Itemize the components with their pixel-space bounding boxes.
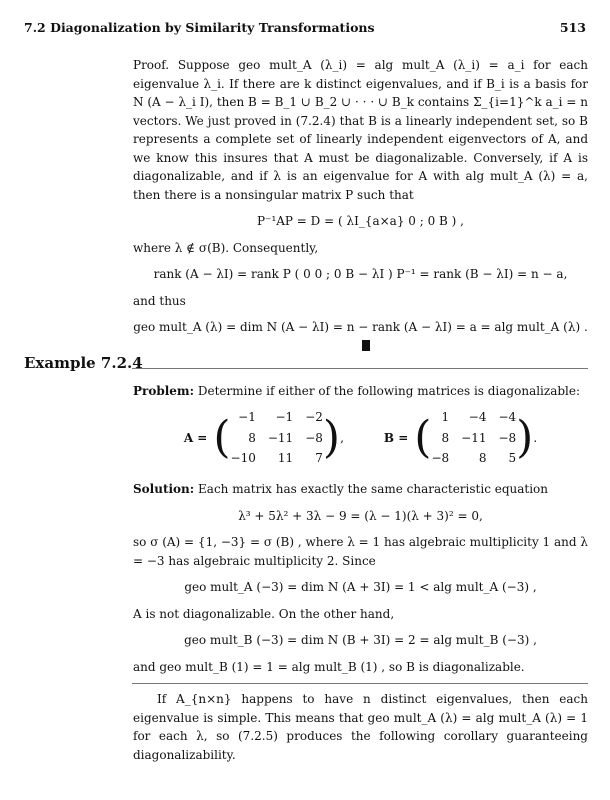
matrix-a-cell-0-0: −1 [238, 410, 256, 424]
proof-and-thus: and thus [133, 293, 186, 308]
running-header [24, 20, 586, 35]
equation-diagonal: P⁻¹AP = D = ( λI_{a×a} 0 ; 0 B ) , [257, 214, 464, 228]
matrix-a-cell-2-1: 11 [277, 451, 294, 465]
matrix-a-cell-0-2: −2 [305, 410, 323, 424]
matrix-b-cell-2-0: −8 [431, 451, 450, 465]
proof-block [133, 56, 588, 363]
closing-paragraph: If A_{n×n} happens to have n distinct eigenvalues, then each eigenvalue is simple. This means that geo mult_A (λ) = alg mult_A (λ) = 1 for each λ, so (7.2.5) produces the following corollary guaranteeing diagonalizability. [133, 692, 588, 762]
matrix-b: B = ( 1 −4 −4 8 −11 −8 −8 8 5 ) . [384, 408, 537, 468]
matrix-b-cell-1-0: 8 [441, 430, 450, 445]
matrix-a-cell-1-2: −8 [305, 430, 323, 445]
equation-geo-mult-a: geo mult_A (−3) = dim N (A + 3I) = 1 < alg mult_A (−3) , [184, 580, 537, 594]
matrix-a-cell-0-1: −1 [275, 410, 294, 424]
matrix-b-cell-2-1: 8 [478, 451, 487, 465]
example-solution [133, 480, 588, 676]
equation-characteristic: λ³ + 5λ² + 3λ − 9 = (λ − 1)(λ + 3)² = 0, [238, 508, 483, 523]
page-number: 513 [559, 20, 586, 35]
example-problem [133, 382, 588, 401]
example-divider [132, 368, 588, 369]
solution-sigma-line: so σ (A) = {1, −3} = σ (B) , where λ = 1 has algebraic multiplicity 1 and λ = −3 has algebraic multiplicity 2. Since [133, 535, 588, 568]
example-end-divider [132, 683, 588, 684]
section-title: 7.2 Diagonalization by Similarity Transformations [24, 20, 375, 35]
proof-paragraph: Proof. Suppose geo mult_A (λ_i) = alg mult_A (λ_i) = a_i for each eigenvalue λ_i. If there are k distinct eigenvalues, and if B_i is a basis for N (A − λ_i I), then B = B_1 ∪ B_2 ∪ · · · ∪ B_k contains Σ_{i=1}^k a_i = n vectors. We just proved in (7.2.4) that B is a linearly independent set, so B represents a complete set of linearly independent eigenvectors of A, and we know this insures that A must be diagonalizable. Conversely, if A is diagonalizable, and if λ is an eigenvalue for A with alg mult_A (λ) = a, then there is a nonsingular matrix P such that [133, 58, 588, 202]
matrix-b-grid [431, 408, 516, 468]
matrix-b-cell-0-2: −4 [498, 410, 517, 424]
problem-label: Problem: [133, 384, 195, 398]
solution-final-line: and geo mult_B (1) = 1 = alg mult_B (1) , so B is diagonalizable. [133, 659, 525, 674]
proof-where: where λ ∉ σ(B). Consequently, [133, 240, 319, 255]
matrix-a-cell-2-0: −10 [230, 451, 256, 465]
matrix-b-cell-2-2: 5 [508, 451, 517, 465]
problem-text: Determine if either of the following matrices is diagonalizable: [197, 384, 581, 398]
equation-geo-mult-text: geo mult_A (λ) = dim N (A − λI) = n − rank (A − λI) = a = alg mult_A (λ) . [133, 320, 588, 334]
matrix-b-cell-0-1: −4 [468, 410, 487, 424]
solution-not-diag-line: A is not diagonalizable. On the other hand, [133, 606, 395, 621]
matrix-b-cell-1-2: −8 [498, 430, 517, 445]
example-label: Example 7.2.4 [24, 354, 143, 372]
qed-box [362, 340, 370, 351]
matrix-a-cell-2-2: 7 [315, 451, 323, 465]
matrix-a-grid [231, 408, 323, 468]
matrix-a-cell-1-0: 8 [248, 430, 256, 445]
equation-geo-mult-b: geo mult_B (−3) = dim N (B + 3I) = 2 = alg mult_B (−3) , [184, 633, 537, 647]
equation-rank: rank (A − λI) = rank P ( 0 0 ; 0 B − λI ) P⁻¹ = rank (B − λI) = n − a, [153, 267, 568, 281]
solution-text: Each matrix has exactly the same characteristic equation [198, 482, 549, 496]
equation-geo-mult [133, 318, 588, 355]
matrices-row [133, 408, 588, 468]
solution-label: Solution: [133, 482, 195, 496]
matrix-a: A = ( −1 −1 −2 8 −11 −8 −10 11 7 ) , [184, 408, 344, 468]
matrix-b-cell-1-1: −11 [461, 430, 487, 445]
matrix-a-cell-1-1: −11 [267, 430, 294, 445]
matrix-b-cell-0-0: 1 [441, 410, 450, 424]
